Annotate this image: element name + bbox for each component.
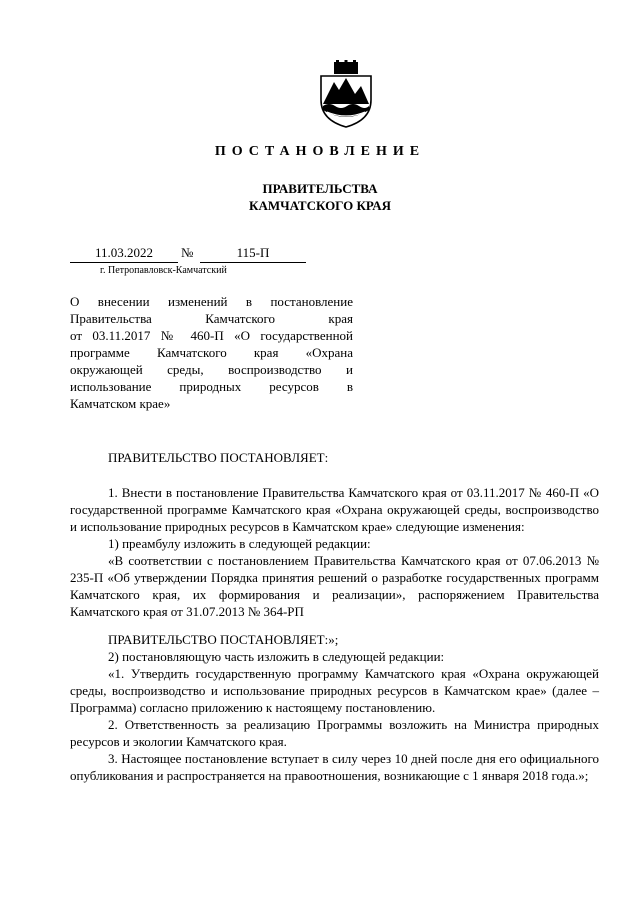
document-city: г. Петропавловск-Камчатский [100, 265, 227, 276]
resolves-quoted: ПРАВИТЕЛЬСТВО ПОСТАНОВЛЯЕТ:»; [108, 632, 339, 647]
issuing-authority [0, 180, 640, 214]
subject-line: окружающей среды, воспроизводство и [70, 362, 353, 377]
paragraph-1-item-2: 2) постановляющую часть изложить в следующей редакции: [108, 649, 445, 664]
document-title: ПОСТАНОВЛЕНИЕ [214, 144, 426, 159]
paragraph-1: 1. Внести в постановление Правительства Камчатского края от 03.11.2017 № 460-П «О государственной программе Камчатского края «Охрана окружающей среды, воспроизводство и использование природных ресурсов в Камчатском крае» следующие изменения: [70, 485, 599, 534]
document-subject [70, 293, 353, 412]
quoted-clause-2: 2. Ответственность за реализацию Программы возложить на Министра природных ресурсов и экологии Камчатского края. [70, 717, 599, 749]
resolves-heading: ПРАВИТЕЛЬСТВО ПОСТАНОВЛЯЕТ: [108, 450, 329, 465]
paragraph-1-item-1: 1) преамбулу изложить в следующей редакции: [108, 536, 371, 551]
subject-line: использование природных ресурсов в [70, 379, 353, 394]
document-body [70, 449, 599, 784]
date-underline [70, 262, 178, 263]
quoted-clause-3: 3. Настоящее постановление вступает в силу через 10 дней после дня его официального опубликования и распространяется на правоотношения, возникающие с 1 января 2018 года.»; [70, 751, 599, 783]
number-underline [200, 262, 306, 263]
document-date: 11.03.2022 [94, 245, 154, 260]
number-sign: № [181, 245, 194, 260]
subject-line: от 03.11.2017 № 460-П «О государственной [70, 328, 353, 343]
authority-line-2: КАМЧАТСКОГО КРАЯ [249, 198, 391, 213]
kamchatka-coat-of-arms-icon [317, 60, 375, 128]
paragraph-1-item-1-text: «В соответствии с постановлением Правительства Камчатского края от 07.06.2013 № 235-П «Об утверждении Порядка принятия решений о разработке государственных программ Камчатского края, их формирования и реализации», распоряжением Правительства Камчатского края от 31.07.2013 № 364-РП [70, 553, 599, 619]
subject-line: О внесении изменений в постановление [70, 294, 353, 309]
document-number: 115-П [236, 245, 270, 260]
quoted-clause-1: «1. Утвердить государственную программу Камчатского края «Охрана окружающей среды, воспроизводство и использование природных ресурсов в Камчатском крае» (далее – Программа) согласно приложению к настоящему постановлению. [70, 666, 599, 715]
authority-line-1: ПРАВИТЕЛЬСТВА [262, 181, 378, 196]
subject-line: Камчатском крае» [70, 396, 171, 411]
subject-line: Правительства Камчатского края [70, 311, 353, 326]
subject-line: программе Камчатского края «Охрана [70, 345, 353, 360]
